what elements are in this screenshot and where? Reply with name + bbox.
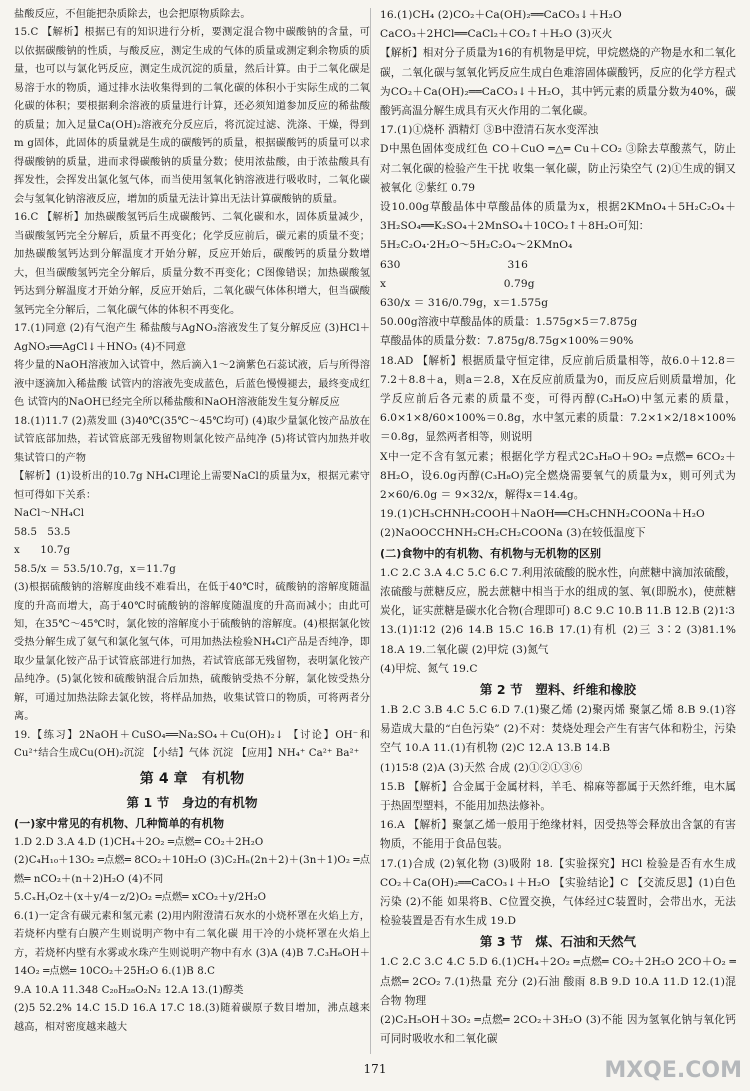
answer-paragraph: CaCO₃＋2HCl══CaCl₂＋CO₂↑＋H₂O (3)灭火: [380, 28, 613, 41]
subsection-heading: (二)食物中的有机物、有机物与无机物的区别: [380, 546, 602, 560]
answer-paragraph: x 0.79g: [380, 277, 535, 290]
answer-paragraph: 15.B 【解析】合金属于金属材料，羊毛、棉麻等都属于天然纤维，电木属于热固型塑料，不能用加热法修补。: [380, 780, 736, 812]
answer-paragraph: 19.(1)CH₃CHNH₂COOH＋NaOH══CH₃CHNH₂COONa＋H₂O: [380, 508, 705, 521]
answer-paragraph: 1.C 2.C 3.C 4.C 5.D 6.(1)CH₄＋2O₂ ═点燃═ CO₂＋2H₂O 2CO＋O₂ ═点燃═ 2CO₂ 7.(1)热量 充分 (2)石油 酸雨 8.B 9.D 10.A 11.D 12.(1)混合物 物理: [380, 956, 736, 1007]
answer-paragraph: 6.(1)一定含有碳元素和氢元素 (2)用内附澄清石灰水的小烧杯罩在火焰上方，若烧杯内壁有白膜产生则说明产物中有二氧化碳 用干冷的小烧杯罩在火焰上方，若烧杯内壁有水雾或水珠产生则说明产物中有水 (3)A (4)B 7.C₃H₆OH＋14O₂ ═点燃═ 10CO₂＋25H₂O 6.(1)B 8.C: [14, 910, 370, 978]
site-watermark: MXQE.COM: [604, 1058, 742, 1083]
answer-paragraph: 【解析】(1)设析出的10.7g NH₄Cl理论上需要NaCl的质量为x，根据元素守恒可得如下关系：: [14, 471, 370, 501]
answer-paragraph: 630/x ＝ 316/0.79g，x＝1.575g: [380, 297, 549, 310]
answer-paragraph: 草酸晶体的质量分数：7.875g/8.75g×100%＝90%: [380, 335, 634, 348]
answer-paragraph: 盐酸反应，不但能把杂质除去，也会把原物质除去。: [14, 9, 251, 20]
answer-paragraph: 630 316: [380, 258, 528, 271]
answer-paragraph: (1)15∶8 (2)A (3)天然 合成 (2)①②①③⑥: [380, 761, 583, 774]
answer-paragraph: 16.A 【解析】聚氯乙烯一般用于绝缘材料，因受热等会释放出含氯的有害物质，不能用于食品包装。: [380, 819, 736, 851]
answer-paragraph: (2)NaOOCCHNH₂CH₂CH₂COONa (3)在较低温度下: [380, 527, 646, 540]
answer-paragraph: 17.(1)①烧杯 酒精灯 ③B中澄清石灰水变浑浊: [380, 124, 599, 137]
section-heading: 第 2 节 塑料、纤维和橡胶: [479, 681, 637, 697]
page-number: 171: [363, 1062, 387, 1076]
answer-paragraph: NaCl～NH₄Cl: [14, 508, 85, 520]
answer-paragraph: 将少量的NaOH溶液加入试管中，然后滴入1～2滴紫色石蕊试液，后与所得溶液中逐滴加入稀盐酸 试管内的溶液先变成蓝色，后蓝色慢慢褪去，最终变成红色 试管内的NaOH已经完全所以稀盐酸和NaOH溶液能发生复分解反应: [14, 360, 370, 409]
answer-paragraph: 设10.00g草酸晶体中草酸晶体的质量为x，根据2KMnO₄＋5H₂C₂O₄＋3H₂SO₄══K₂SO₄＋2MnSO₄＋10CO₂↑＋8H₂O可知：: [380, 201, 736, 233]
answer-paragraph: 16.(1)CH₄ (2)CO₂＋Ca(OH)₂══CaCO₃↓＋H₂O: [380, 9, 622, 21]
answer-paragraph: x 10.7g: [14, 545, 71, 557]
column-divider: [370, 8, 371, 1054]
answer-paragraph: 9.A 10.A 11.348 C₂₀H₂₈O₂N₂ 12.A 13.(1)醇类: [14, 984, 244, 996]
answer-paragraph: 58.5/x ＝ 53.5/10.7g，x＝11.7g: [14, 563, 176, 575]
answer-paragraph: 15.C 【解析】根据已有的知识进行分析，要测定混合物中碳酸钠的含量，可以依据碳酸钠的性质，与酸反应，测定生成的气体的质量或测定剩余物质的质量，也可以与氯化钙反应，测定生成沉淀的质量，然后计算。由于二氧化碳是易溶于水的物质，通过排水法收集得到的二氧化碳的体积小于实际生成的二氧化碳的体积；要根据剩余溶液的质量进行计算，还必须知道参加反应的稀盐酸的质量；加入足量Ca(OH)₂溶液充分反应后，将沉淀过滤、洗涤、干燥，得到m g固体，此固体的质量就是生成的碳酸钙的质量，根据碳酸钙的质量可以求得碳酸钠的质量，进而求得碳酸钠的质量分数；使用浓盐酸，由于浓盐酸具有挥发性，会挥发出氯化氢气体，而当使用氢氧化钠溶液进行吸收时，二氧化碳会与氢氧化钠溶液反应，增加的质量无法计算出无法计算碳酸钠的质量。: [14, 27, 370, 205]
left-column: [14, 6, 370, 1037]
answer-paragraph: (2)C₄H₁₀＋13O₂ ═点燃═ 8CO₂＋10H₂O (3)C₂Hₙ(2n＋2)＋(3n＋1)O₂ ═点燃═ nCO₂＋(n＋2)H₂O (4)不同: [14, 855, 370, 885]
answer-paragraph: (2)C₂H₅OH＋3O₂ ═点燃═ 2CO₂＋3H₂O (3)不能 因为氢氧化钠与氧化钙可同时吸收水和二氧化碳: [380, 1013, 736, 1046]
answer-paragraph: 1.C 2.C 3.A 4.C 5.C 6.C 7.利用浓硫酸的脱水性，向蔗糖中滴加浓硫酸，浓硫酸与蔗糖反应，脱去蔗糖中相当于水的组成的氢、氧(即脱水)，使蔗糖炭化，证实蔗糖是碳水化合物(合理即可) 8.C 9.C 10.B 11.B 12.B (2)1∶3: [380, 566, 736, 618]
answer-paragraph: 17.(1)合成 (2)氧化物 (3)吸附 18.【实验探究】HCl 检验是否有水生成 CO₂＋Ca(OH)₂══CaCO₃↓＋H₂O 【实验结论】C 【交流反思】(1)白色污染 (2)不能 如果将B、C位置交换，气体经过C装置时，会带出水，无法检验装置是否有水生成 19.D: [380, 857, 736, 928]
answer-paragraph: 1.D 2.D 3.A 4.D (1)CH₄＋2O₂ ═点燃═ CO₂＋2H₂O: [14, 836, 264, 848]
answer-paragraph: D中黑色固体变成红色 CO＋CuO ═△═ Cu＋CO₂ ③除去草酸蒸气，防止对二氧化碳的检验产生干扰 收集一氧化碳，防止污染空气 (2)①生成的铜又被氧化 ②紫红 0.79: [380, 143, 736, 194]
answer-paragraph: 13.(1)1∶12 (2)6 14.B 15.C 16.B 17.(1)有机 (2)三 3∶2 (3)81.1% 18.A 19.二氧化碳 (2)甲烷 (3)氮气: [380, 624, 736, 656]
right-column: [380, 6, 736, 1049]
answer-paragraph: 50.00g溶液中草酸晶体的质量：1.575g×5＝7.875g: [380, 316, 638, 329]
answer-paragraph: X中一定不含有氢元素；根据化学方程式2C₃H₈O＋9O₂ ═点燃═ 6CO₂＋8H₂O，设6.0g丙醇(C₃H₈O)完全燃烧需要氧气的质量为x，则可列式为2×60/6.0g ＝ 9×32/x，解得x＝14.4g。: [380, 450, 736, 502]
chapter-heading: 第 4 章 有机物: [139, 770, 245, 787]
answer-paragraph: 【解析】相对分子质量为16的有机物是甲烷，甲烷燃烧的产物是水和二氧化碳，二氧化碳与氢氧化钙反应生成白色难溶固体碳酸钙，反应的化学方程式为CO₂＋Ca(OH)₂══CaCO₃↓＋H₂O，其中钙元素的质量分数为40%，碳酸钙高温分解生成具有灭火作用的二氧化碳。: [380, 47, 736, 118]
answer-paragraph: 5H₂C₂O₄·2H₂O～5H₂C₂O₄～2KMnO₄: [380, 239, 573, 252]
answer-paragraph: (2)5 52.2% 14.C 15.D 16.A 17.C 18.(3)随着碳原子数目增加，沸点越来越高，相对密度越来越大: [14, 1003, 370, 1033]
answer-paragraph: 16.C 【解析】加热碳酸氢钙后生成碳酸钙、二氧化碳和水，固体质量减少，当碳酸氢钙完全分解后，质量不再变化；化学反应前后，碳元素的质量不变；加热碳酸氢钙达到分解温度才开始分解，反应开始后，碳酸钙的质量分数增大，但当碳酸氢钙完全分解后，质量分数不再变化；C图像错误；加热碳酸氢钙达到分解温度才开始分解，反应开始后，二氧化碳气体体积增大，但当碳酸氢钙完全分解后，二氧化碳气体的体积不再变化。: [14, 212, 370, 316]
answer-paragraph: 18.(1)11.7 (2)蒸发皿 (3)40℃(35℃～45℃均可) (4)取少量氯化铵产品放在试管底部加热，若试管底部无残留物则氯化铵产品纯净 (5)将试管内加热并收集试管口的产物: [14, 415, 370, 464]
answer-paragraph: 18.AD 【解析】根据质量守恒定律，反应前后质量相等，故6.0＋12.8＝7.2＋8.8＋a，则a＝2.8，X在反应前质量为0，而反应后则质量增加，化学反应前后各元素的质量不变，可得丙醇(C₃H₈O)中氢元素的质量，6.0×1×8/60×100%＝0.8g，水中氢元素的质量：7.2×1×2/18×100%＝0.8g，显然两者相等，则说明: [380, 354, 736, 444]
answer-paragraph: 5.CₓHᵧOz＋(x＋y/4－z/2)O₂ ═点燃═ xCO₂＋y/2H₂O: [14, 892, 267, 904]
section-heading: 第 1 节 身边的有机物: [126, 794, 258, 810]
answer-paragraph: 19.【练习】2NaOH＋CuSO₄══Na₂SO₄＋Cu(OH)₂↓ 【讨论】OH⁻和Cu²⁺结合生成Cu(OH)₂沉淀 【小结】气体 沉淀 【应用】NH₄⁺ Ca²⁺ Ba²⁺: [14, 729, 370, 760]
answer-paragraph: (3)根据硫酸钠的溶解度曲线不难看出，在低于40℃时，硫酸钠的溶解度随温度的升高而增大，高于40℃时硫酸钠的溶解度随温度的升高而减小；由此可知，在35℃～45℃时，氯化铵的溶解度小于硫酸钠的溶解度。(4)根据氯化铵受热分解生成了氨气和氯化氢气体，可用加热法检验NH₄Cl产品是否纯净，即取少量氯化铵产品于试管底部进行加热，若试管底部无残留物，表明氯化铵产品纯净。(5)氯化铵和硫酸钠混合后加热，硫酸钠受热不分解，氯化铵受热分解，可通过加热法除去氯化铵，将样品加热，收集试管口的物质，可将两者分离。: [14, 582, 370, 723]
answer-paragraph: (4)甲烷、氮气 19.C: [380, 662, 478, 675]
answer-paragraph: 17.(1)同意 (2)有气泡产生 稀盐酸与AgNO₃溶液发生了复分解反应 (3)HCl＋AgNO₃══AgCl↓＋HNO₃ (4)不同意: [14, 323, 370, 353]
answer-paragraph: 1.B 2.C 3.B 4.C 5.C 6.D 7.(1)聚乙烯 (2)聚丙烯 聚氯乙烯 8.B 9.(1)容易造成大量的“白色污染” (2)不对：焚烧处理会产生有害气体和粉尘，污染空气 10.A 11.(1)有机物 (2)C 12.A 13.B 14.B: [380, 703, 736, 755]
answer-paragraph: 58.5 53.5: [14, 526, 71, 538]
section-heading: 第 3 节 煤、石油和天然气: [479, 934, 637, 950]
subsection-heading: (一)家中常见的有机物、几种简单的有机物: [14, 816, 225, 830]
